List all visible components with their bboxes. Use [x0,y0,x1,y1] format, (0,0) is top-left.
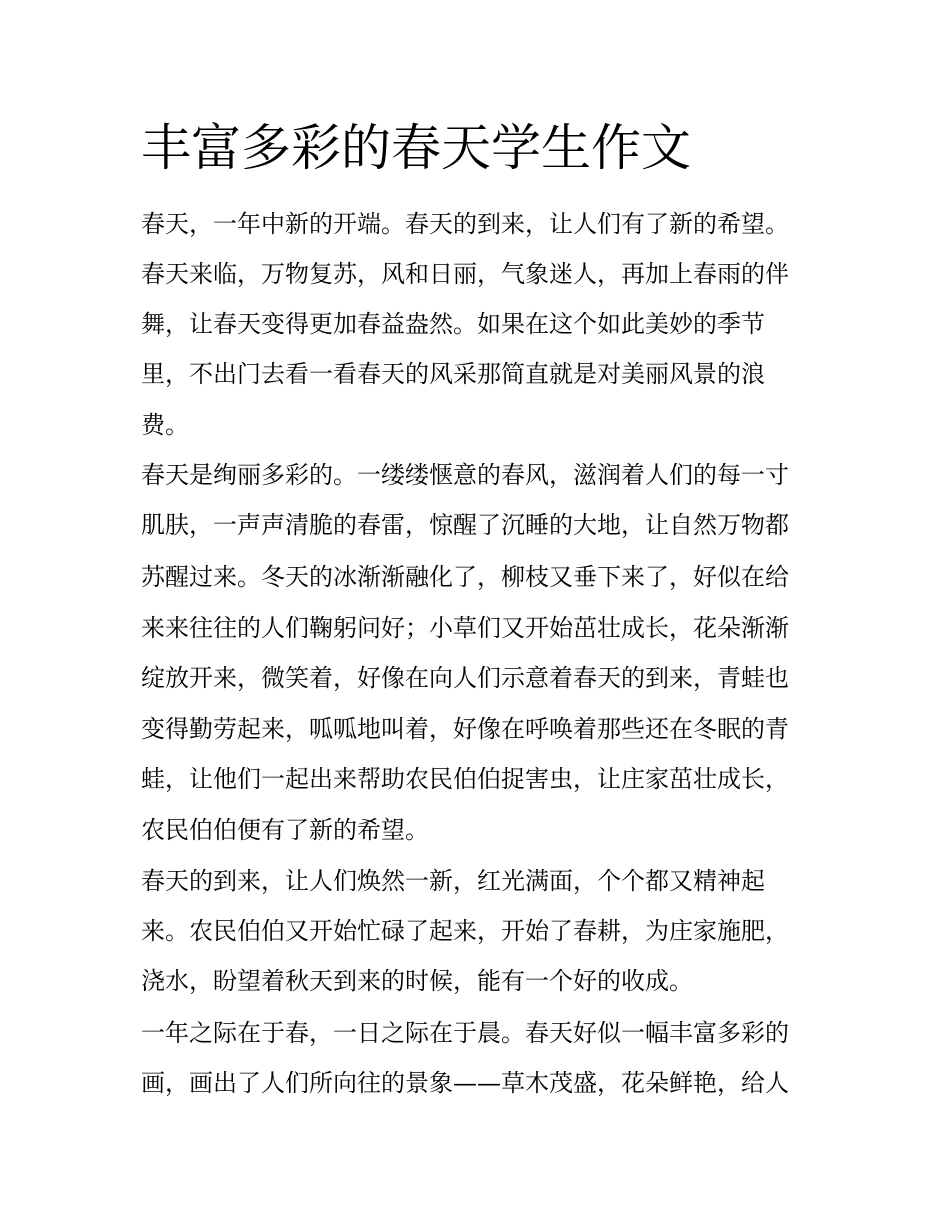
paragraph-line: 画，画出了人们所向往的景象——草木茂盛，花朵鲜艳，给人 [141,1069,789,1097]
paragraph-line: 里，不出门去看一看春天的风采那简直就是对美丽风景的浪 [141,360,765,388]
paragraph-line: 来。农民伯伯又开始忙碌了起来，开始了春耕，为庄家施肥， [141,917,789,945]
paragraph-line: 舞，让春天变得更加春益盎然。如果在这个如此美妙的季节 [141,310,765,338]
paragraph-line: 绽放开来，微笑着，好像在向人们示意着春天的到来，青蛙也 [141,664,789,692]
paragraph-line: 春天来临，万物复苏，风和日丽，气象迷人，再加上春雨的伴 [141,260,789,288]
paragraph-line: 变得勤劳起来，呱呱地叫着，好像在呼唤着那些还在冬眠的青 [141,715,789,743]
paragraph-line: 春天是绚丽多彩的。一缕缕惬意的春风，滋润着人们的每一寸 [141,461,789,489]
paragraph-line: 一年之际在于春，一日之际在于晨。春天好似一幅丰富多彩的 [141,1019,789,1047]
paragraph-line: 蛙，让他们一起出来帮助农民伯伯捉害虫，让庄家茁壮成长， [141,765,789,793]
paragraph-line: 苏醒过来。冬天的冰渐渐融化了，柳枝又垂下来了，好似在给 [141,563,789,591]
paragraph-line: 费。 [141,411,189,439]
paragraph-line: 春天的到来，让人们焕然一新，红光满面，个个都又精神起 [141,867,765,895]
paragraph-line: 春天，一年中新的开端。春天的到来，让人们有了新的希望。 [141,210,789,238]
paragraph-line: 来来往往的人们鞠躬问好；小草们又开始茁壮成长，花朵渐渐 [141,614,789,642]
paragraph-line: 浇水，盼望着秋天到来的时候，能有一个好的收成。 [141,967,693,995]
paragraph-line: 肌肤，一声声清脆的春雷，惊醒了沉睡的大地，让自然万物都 [141,511,789,539]
document-title: 丰富多彩的春天学生作文 [141,119,691,177]
paragraph-line: 农民伯伯便有了新的希望。 [141,816,429,844]
